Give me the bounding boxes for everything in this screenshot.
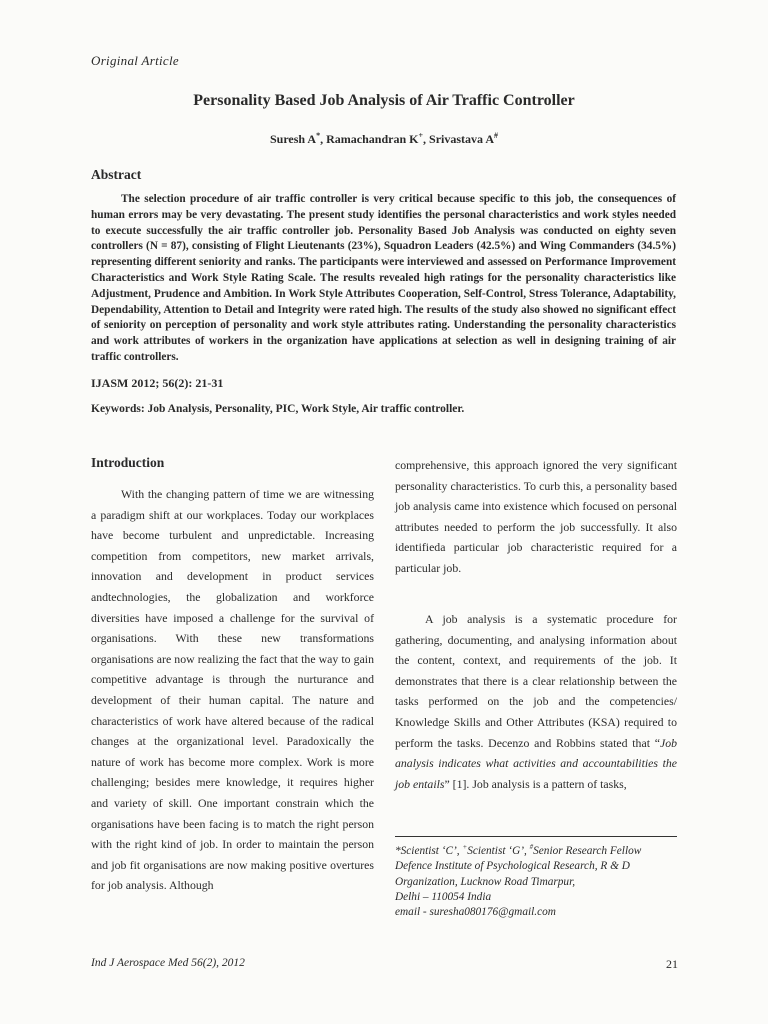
footnote-text: Senior Research Fellow: [533, 844, 642, 857]
footnote-email: email - suresha080176@gmail.com: [395, 906, 556, 919]
author-list: [0, 131, 768, 147]
author-affiliation-footnote: [395, 840, 685, 921]
footnote-line-3: Organization, Lucknow Road Timarpur,: [395, 875, 576, 888]
introduction-left-paragraph: With the changing pattern of time we are witnessing a paradigm shift at our workplaces. Today our workplaces have become turbulent and unpredictable. Increasing competition from competitors, new market arrivals, innovation and development in product services andtechnologies, the globalization and workforce diversities have imposed a challenge for the survival of organisations. With these new transformations organisations are now realizing the fact that the way to gain competitive advantage is through the nurturance and development of their human capital. The nature and characteristics of work have altered because of the radical changes at the organizational level. Paradoxically the nature of work has become more complex. Work is more challenging; besides mere knowledge, it requires higher and variety of skill. One important constrain which the organisations have been facing is to match the right person with the right kind of job. In order to maintain the person and job fit organisations are now making positive overtures for job analysis. Although: [91, 487, 374, 893]
footnote-mark: +: [462, 843, 468, 851]
journal-footer: Ind J Aerospace Med 56(2), 2012: [91, 957, 245, 969]
introduction-right-paragraph-1: comprehensive, this approach ignored the very significant personality characteristics. To curb this, a personality based job analysis came into existence which focused on personal attributes needed to perform the job successfully. It also identifieda particular job characteristic required for a particular job.: [395, 458, 677, 575]
footnote-line-1: [395, 840, 685, 859]
keywords: Keywords: Job Analysis, Personality, PIC, Work Style, Air traffic controller.: [91, 403, 465, 415]
footnote-text: Scientist ‘G’,: [467, 844, 530, 857]
author-1: Suresh A: [269, 132, 317, 146]
abstract-heading: Abstract: [91, 167, 142, 182]
author-separator: ,: [320, 132, 327, 146]
author-2-mark: +: [418, 131, 424, 140]
abstract-text: The selection procedure of air traffic controller is very critical because specific to this job, the consequences of human errors may be very devastating. The present study identifies the personal characteristics and work styles needed to execute successfully the air traffic controller job. Personality Based Job Analysis was conducted on eighty seven controllers (N = 87), consisting of Flight Lieutenants (23%), Squadron Leaders (42.5%) and Wing Commanders (34.5%) representing different seniority and ranks. The participants were interviewed and assessed on Performance Improvement Characteristics and Work Style Rating Scale. The results revealed high ratings for the personality characteristics like Adjustment, Prudence and Ambition. In Work Style Attributes Cooperation, Self-Control, Stress Tolerance, Adaptability, Dependability, Attention to Detail and Integrity were rated high. The results of the study also showed no significant effect of seniority on perception of personality and work style attributes rating. Understanding the personality characteristics and work attributes of workers in the organization have applications at selection as well in designing training of air traffic controllers.: [91, 193, 676, 363]
paragraph-text: ” [1]. Job analysis is a pattern of tasks,: [444, 776, 627, 791]
introduction-heading: Introduction: [91, 455, 165, 470]
article-type-label: Original Article: [91, 53, 179, 68]
author-1-mark: *: [316, 131, 321, 140]
paragraph-text: A job analysis is a systematic procedure for gathering, documenting, and analysing information about the content, context, and requirements of the job. It demonstrates that there is a clear relationship between the tasks performed on the job and the competencies/ Knowledge Skills and Other Attributes (KSA) required to perform the tasks. Decenzo and Robbins stated that “: [395, 612, 677, 750]
footnote-divider: [395, 836, 677, 837]
footnote-text: *Scientist ‘C’,: [395, 844, 463, 857]
footnote-mark: #: [529, 843, 534, 851]
author-3: Srivastava A: [429, 132, 495, 146]
footnote-line-4: Delhi – 110054 India: [395, 890, 492, 903]
page-number: 21: [666, 957, 678, 971]
author-3-mark: #: [494, 131, 499, 140]
job-analysis-quote: Job analysis indicates what activities and accountabilities the job entails: [395, 735, 677, 791]
author-2: Ramachandran K: [326, 132, 419, 146]
introduction-right-paragraph-2: [395, 609, 677, 794]
footnote-line-2: Defence Institute of Psychological Research, R & D: [395, 860, 630, 873]
citation: IJASM 2012; 56(2): 21-31: [91, 376, 224, 390]
article-title: Personality Based Job Analysis of Air Traffic Controller: [193, 92, 575, 109]
author-separator: ,: [423, 132, 430, 146]
